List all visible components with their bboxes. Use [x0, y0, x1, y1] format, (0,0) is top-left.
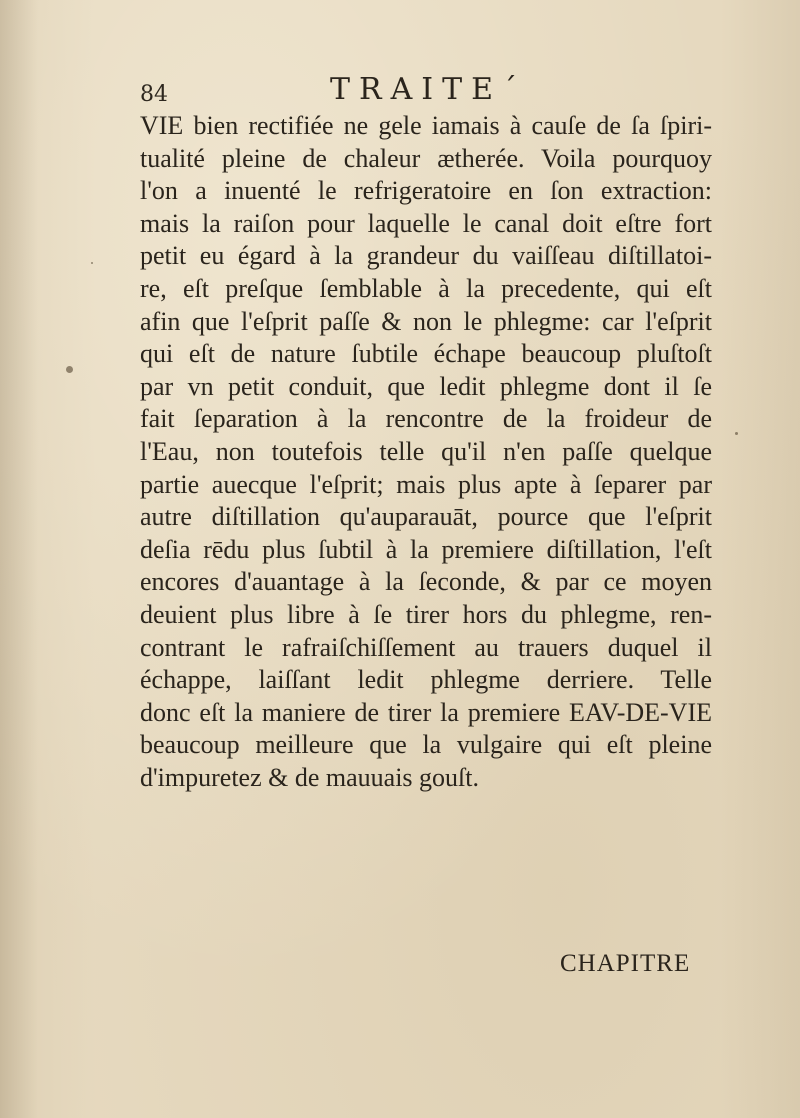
gutter-shadow: [0, 0, 38, 1118]
page-number: 84: [140, 82, 168, 107]
text-line: petit eu égard à la grandeur du vaiſſeau diſtillatoi-: [140, 241, 712, 271]
text-line: donc eſt la maniere de tirer la premiere EAV-DE-VIE: [140, 697, 712, 727]
text-line: l'Eau, non toutefois telle qu'il n'en paſſe quelque: [140, 436, 712, 466]
text-line: encores d'auantage à la ſeconde, & par ce moyen: [140, 567, 712, 597]
text-line: fait ſeparation à la rencontre de la froideur de: [140, 404, 712, 434]
running-title: TRAITE´: [330, 72, 527, 107]
text-line: VIE bien rectifiée ne gele iamais à cauſe de ſa ſpiri-: [140, 111, 712, 140]
text-line: contrant le rafraiſchiſſement au trauers duquel il: [140, 632, 712, 662]
text-line: deuient plus libre à ſe tirer hors du phlegme, ren-: [140, 599, 712, 629]
ink-speck: [91, 262, 93, 264]
text-line: qui eſt de nature ſubtile échape beaucoup pluſtoſt: [140, 339, 712, 369]
ink-speck: [66, 366, 73, 373]
running-head: [140, 70, 710, 110]
body-text: [140, 110, 712, 794]
catchword: CHAPITRE: [560, 950, 691, 977]
text-line-last: d'impuretez & de mauuais gouſt.: [140, 762, 479, 792]
text-line: par vn petit conduit, que ledit phlegme dont il ſe: [140, 371, 712, 401]
text-line: autre diſtillation qu'auparauāt, pource que l'eſprit: [140, 502, 712, 532]
ink-speck: [735, 432, 738, 435]
text-line: l'on a inuenté le refrigeratoire en ſon extraction:: [140, 176, 712, 206]
text-line: partie auecque l'eſprit; mais plus apte à ſeparer par: [140, 469, 712, 499]
text-line: deſia rēdu plus ſubtil à la premiere diſtillation, l'eſt: [140, 534, 712, 564]
text-line: beaucoup meilleure que la vulgaire qui eſt pleine: [140, 730, 712, 760]
text-line: mais la raiſon pour laquelle le canal doit eſtre fort: [140, 208, 712, 238]
text-line: échappe, laiſſant ledit phlegme derriere. Telle: [140, 665, 712, 695]
text-line: afin que l'eſprit paſſe & non le phlegme: car l'eſprit: [140, 306, 712, 336]
text-line: tualité pleine de chaleur ætherée. Voila pourquoy: [140, 143, 712, 173]
text-line: re, eſt preſque ſemblable à la precedente, qui eſt: [140, 273, 712, 303]
